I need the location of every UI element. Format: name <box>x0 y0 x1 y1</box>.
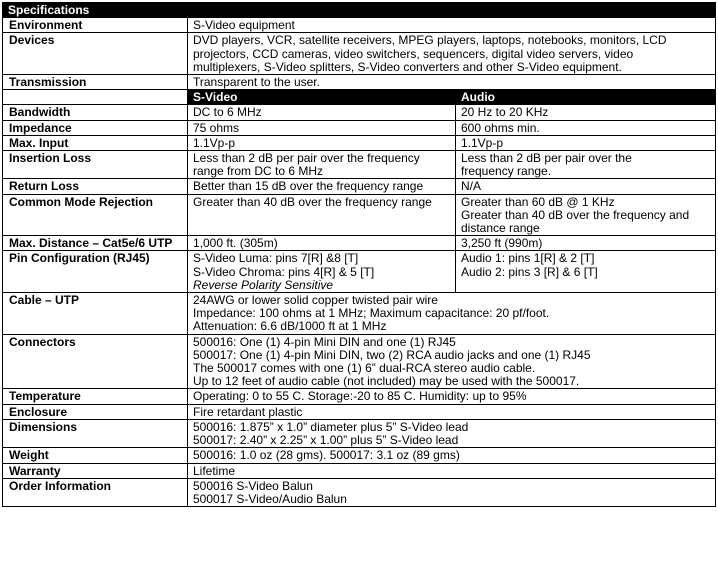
svideo-value <box>188 151 456 179</box>
spec-row-transmission <box>3 75 716 90</box>
spec-label: Max. Input <box>3 135 188 150</box>
value-line: 500016 S-Video Balun <box>193 478 313 493</box>
value-line: multiplexers, S-Video splitters, S-Video converters and other S-Video equipment. <box>193 59 622 74</box>
spec-value <box>188 478 716 506</box>
spec-row-insertion-loss <box>3 151 716 179</box>
value-line: Less than 2 dB per pair over the frequency <box>193 151 420 166</box>
value-line: S-Video Luma: pins 7[R] &8 [T] <box>193 251 359 266</box>
spec-row-warranty <box>3 463 716 478</box>
svideo-value <box>188 236 456 251</box>
audio-value <box>456 135 716 150</box>
spec-row-pin-configuration-rj45 <box>3 251 716 293</box>
svideo-value <box>188 135 456 150</box>
specifications-table <box>2 2 716 507</box>
spec-row-impedance <box>3 120 716 135</box>
spec-row-cable-utp <box>3 293 716 335</box>
value-line: 500016: One (1) 4-pin Mini DIN and one (1) RJ45 <box>193 334 456 349</box>
spec-label: Common Mode Rejection <box>3 194 188 236</box>
spec-value <box>188 18 716 33</box>
spec-value <box>188 463 716 478</box>
value-line: Operating: 0 to 55 C. Storage:-20 to 85 C. Humidity: up to 95% <box>193 389 527 404</box>
spec-value <box>188 448 716 463</box>
svideo-column-header: S-Video <box>188 90 456 105</box>
spec-label: Transmission <box>3 75 188 90</box>
spec-row-temperature <box>3 389 716 404</box>
value-line: Transparent to the user. <box>193 75 320 90</box>
audio-column-header: Audio <box>456 90 716 105</box>
svideo-value <box>188 179 456 194</box>
spec-label: Pin Configuration (RJ45) <box>3 251 188 293</box>
value-line: frequency range. <box>461 164 552 179</box>
value-line: S-Video Chroma: pins 4[R] & 5 [T] <box>193 264 375 279</box>
value-line: Less than 2 dB per pair over the <box>461 151 632 166</box>
value-line: Greater than 60 dB @ 1 KHz <box>461 194 615 209</box>
spec-label: Dimensions <box>3 419 188 447</box>
spec-label: Warranty <box>3 463 188 478</box>
svideo-value <box>188 120 456 135</box>
svideo-value <box>188 251 456 293</box>
spec-label: Cable – UTP <box>3 293 188 335</box>
value-line: DVD players, VCR, satellite receivers, MPEG players, laptops, notebooks, monitors, LCD <box>193 33 667 48</box>
column-header-row <box>3 90 716 105</box>
polarity-note: Reverse Polarity Sensitive <box>193 277 334 292</box>
spec-label: Return Loss <box>3 179 188 194</box>
svideo-value <box>188 194 456 236</box>
value-line: S-Video equipment <box>193 18 295 33</box>
spec-label: Temperature <box>3 389 188 404</box>
value-line: 20 Hz to 20 KHz <box>461 105 549 120</box>
spec-label: Insertion Loss <box>3 151 188 179</box>
spec-label: Order Information <box>3 478 188 506</box>
audio-value <box>456 179 716 194</box>
spec-row-enclosure <box>3 404 716 419</box>
spec-row-max-distance-cat5e-6-utp <box>3 236 716 251</box>
value-line: Greater than 40 dB over the frequency range <box>193 194 432 209</box>
value-line: 1.1Vp-p <box>461 135 504 150</box>
value-line: 75 ohms <box>193 120 240 135</box>
spec-row-bandwidth <box>3 105 716 120</box>
spec-row-connectors <box>3 334 716 389</box>
table-title: Specifications <box>3 3 716 18</box>
spec-value <box>188 293 716 335</box>
audio-value <box>456 151 716 179</box>
audio-value <box>456 251 716 293</box>
value-line: Up to 12 feet of audio cable (not included) may be used with the 500017. <box>193 374 580 389</box>
value-line: Lifetime <box>193 463 236 478</box>
spec-row-common-mode-rejection <box>3 194 716 236</box>
spec-label: Bandwidth <box>3 105 188 120</box>
spec-value <box>188 75 716 90</box>
spec-row-dimensions <box>3 419 716 447</box>
value-line: distance range <box>461 221 540 236</box>
spec-label: Enclosure <box>3 404 188 419</box>
audio-value <box>456 105 716 120</box>
spec-value <box>188 404 716 419</box>
value-line: DC to 6 MHz <box>193 105 262 120</box>
audio-value <box>456 194 716 236</box>
value-line: range from DC to 6 MHz <box>193 164 324 179</box>
spec-row-return-loss <box>3 179 716 194</box>
value-line: N/A <box>461 179 482 194</box>
audio-value <box>456 236 716 251</box>
spec-label: Impedance <box>3 120 188 135</box>
spec-value <box>188 33 716 75</box>
value-line: Attenuation: 6.6 dB/1000 ft at 1 MHz <box>193 319 387 334</box>
value-line: Audio 2: pins 3 [R] & 6 [T] <box>461 264 598 279</box>
value-line: 1,000 ft. (305m) <box>193 236 278 251</box>
spec-label: Environment <box>3 18 188 33</box>
value-line: Impedance: 100 ohms at 1 MHz; Maximum capacitance: 20 pf/foot. <box>193 306 550 321</box>
value-line: 500016: 1.0 oz (28 gms). 500017: 3.1 oz (89 gms) <box>193 448 460 463</box>
spec-row-order-information <box>3 478 716 506</box>
spec-value <box>188 334 716 389</box>
value-line: 24AWG or lower solid copper twisted pair wire <box>193 293 438 308</box>
spec-row-max-input <box>3 135 716 150</box>
value-line: projectors, CCD cameras, video switchers, sequencers, digital video servers, video <box>193 46 634 61</box>
value-line: 3,250 ft (990m) <box>461 236 543 251</box>
spec-label: Connectors <box>3 334 188 389</box>
value-line: Audio 1: pins 1[R] & 2 [T] <box>461 251 595 266</box>
value-line: Fire retardant plastic <box>193 404 303 419</box>
value-line: 500017: One (1) 4-pin Mini DIN, two (2) RCA audio jacks and one (1) RJ45 <box>193 347 591 362</box>
spec-value <box>188 419 716 447</box>
value-line: 500017: 2.40” x 2.25” x 1.00” plus 5” S-Video lead <box>193 433 459 448</box>
spec-label: Max. Distance – Cat5e/6 UTP <box>3 236 188 251</box>
header-spacer <box>3 90 188 105</box>
spec-label: Weight <box>3 448 188 463</box>
value-line: 500016: 1.875” x 1.0” diameter plus 5” S-Video lead <box>193 419 469 434</box>
value-line: 1.1Vp-p <box>193 135 236 150</box>
specifications-body <box>3 3 716 507</box>
title-row <box>3 3 716 18</box>
value-line: Greater than 40 dB over the frequency and <box>461 207 690 222</box>
value-line: 600 ohms min. <box>461 120 540 135</box>
spec-label: Devices <box>3 33 188 75</box>
spec-row-environment <box>3 18 716 33</box>
spec-row-weight <box>3 448 716 463</box>
svideo-value <box>188 105 456 120</box>
value-line: The 500017 comes with one (1) 6” dual-RCA stereo audio cable. <box>193 361 536 376</box>
audio-value <box>456 120 716 135</box>
spec-row-devices <box>3 33 716 75</box>
value-line: 500017 S-Video/Audio Balun <box>193 491 347 506</box>
value-line: Better than 15 dB over the frequency range <box>193 179 424 194</box>
spec-value <box>188 389 716 404</box>
